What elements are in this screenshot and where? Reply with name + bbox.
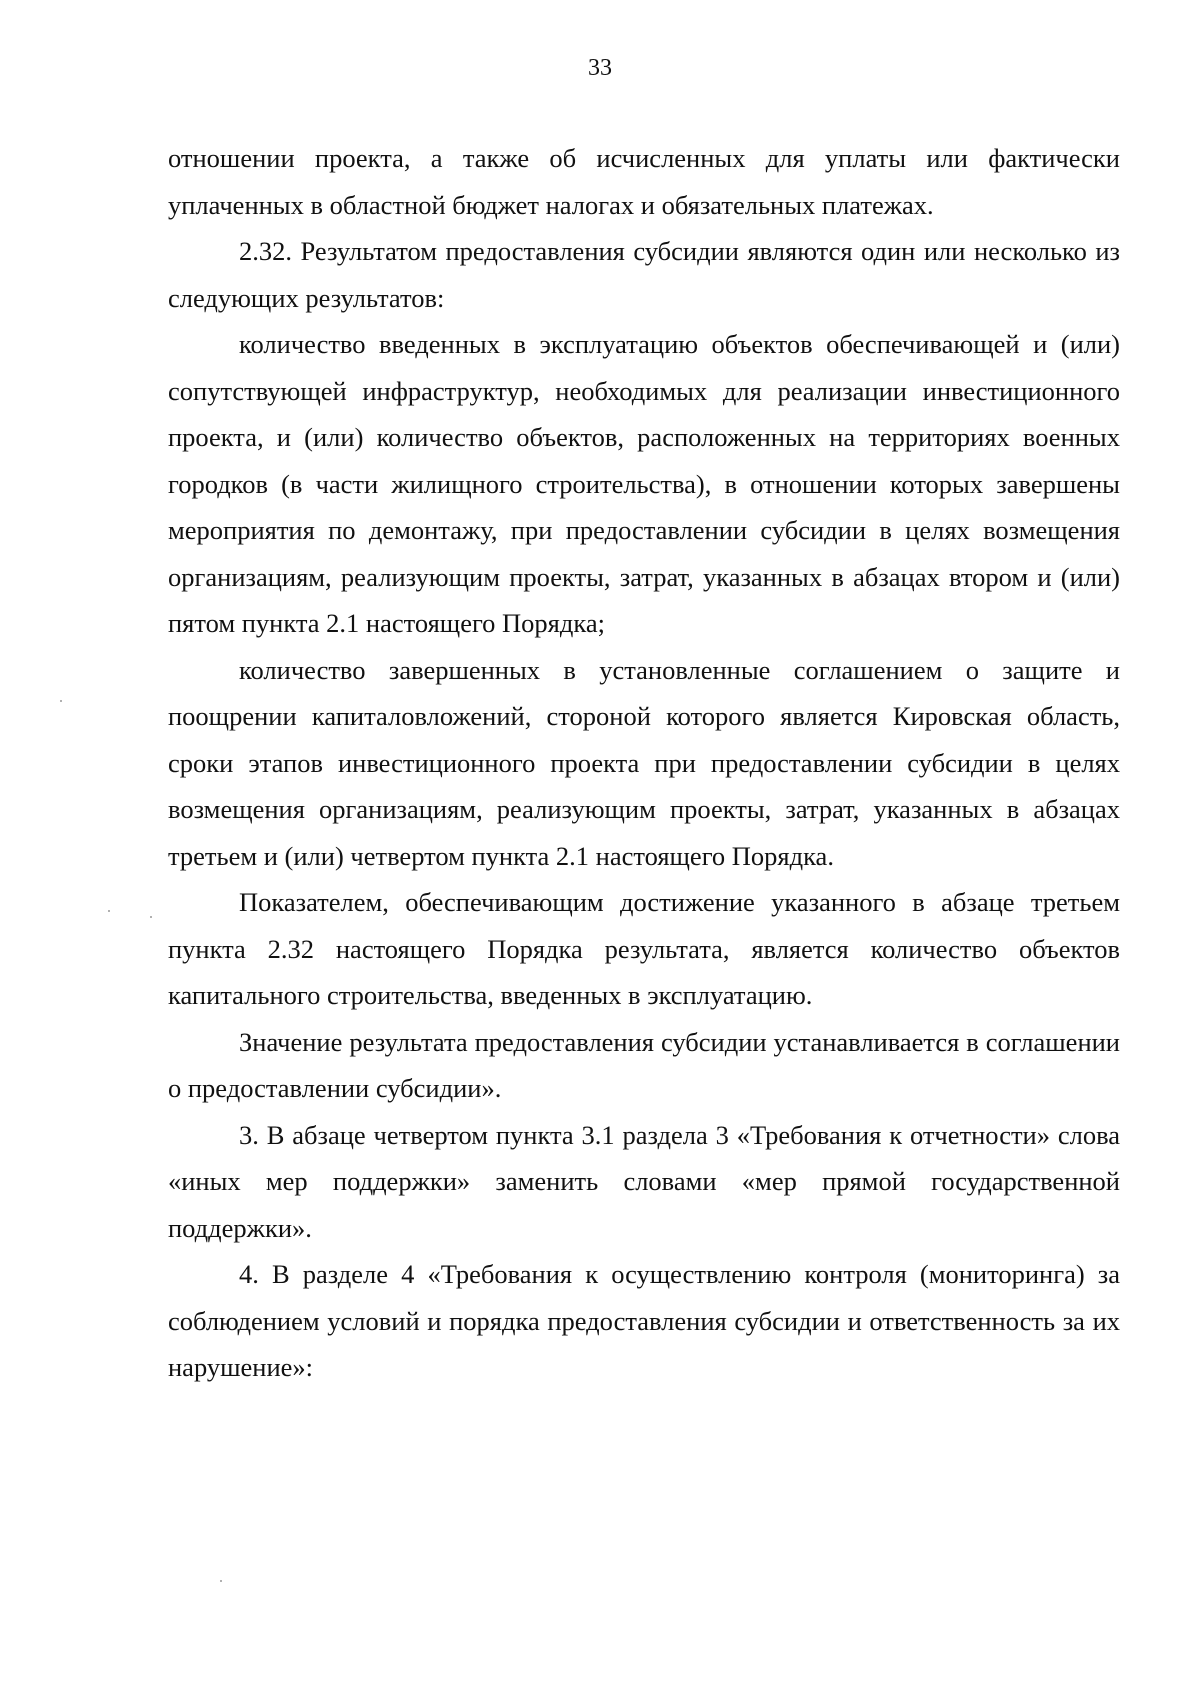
paragraph-amendment-3: 3. В абзаце четвертом пункта 3.1 раздела 3 «Требования к отчетности» слова «иных мер поддержки» заменить словами «мер прямой государственной поддержки». bbox=[168, 1119, 1120, 1243]
document-body bbox=[168, 135, 1120, 1391]
paragraph-clause-2-32: 2.32. Результатом предоставления субсидии являются один или несколько из следующих результатов: bbox=[168, 236, 1120, 313]
paragraph-result-stages: количество завершенных в установленные соглашением о защите и поощрении капиталовложений, стороной которого является Кировская область, сроки этапов инвестиционного проекта при предоставлении субсидии в целях возмещения организациям, реализующим проекты, затрат, указанных в абзацах третьем и (или) четвертом пункта 2.1 настоящего Порядка. bbox=[168, 654, 1120, 871]
paragraph-result-infrastructure: количество введенных в эксплуатацию объектов обеспечивающей и (или) сопутствующей инфраструктур, необходимых для реализации инвестиционного проекта, и (или) количество объектов, расположенных на территориях военных городков (в части жилищного строительства), в отношении которых завершены мероприятия по демонтажу, при предоставлении субсидии в целях возмещения организациям, реализующим проекты, затрат, указанных в абзацах втором и (или) пятом пункта 2.1 настоящего Порядка; bbox=[168, 329, 1120, 638]
scan-speck bbox=[108, 910, 110, 912]
page-number: 33 bbox=[588, 55, 612, 81]
scan-speck bbox=[220, 1580, 222, 1582]
paragraph-indicator: Показателем, обеспечивающим достижение указанного в абзаце третьем пункта 2.32 настоящего Порядка результата, является количество объектов капитального строительства, введенных в эксплуатацию. bbox=[168, 887, 1120, 1010]
paragraph-continuation: отношении проекта, а также об исчисленных для уплаты или фактически уплаченных в областной бюджет налогах и обязательных платежах. bbox=[168, 143, 1120, 220]
scan-speck bbox=[150, 916, 152, 918]
scan-speck bbox=[60, 700, 62, 702]
paragraph-result-value: Значение результата предоставления субсидии устанавливается в соглашении о предоставлении субсидии». bbox=[168, 1026, 1120, 1103]
paragraph-amendment-4: 4. В разделе 4 «Требования к осуществлению контроля (мониторинга) за соблюдением условий и порядка предоставления субсидии и ответственность за их нарушение»: bbox=[168, 1259, 1120, 1382]
